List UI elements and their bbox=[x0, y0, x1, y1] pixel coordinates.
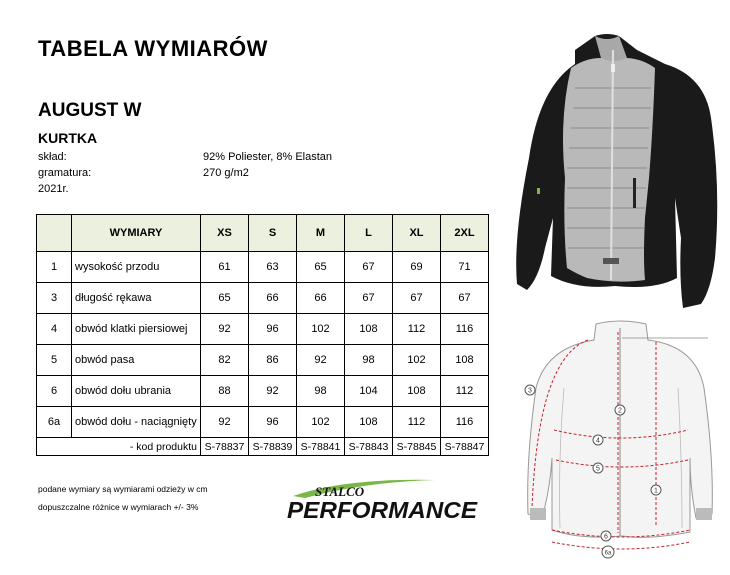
spec-label-year: 2021r. bbox=[38, 183, 69, 195]
spec-value-weight: 270 g/m2 bbox=[203, 167, 249, 179]
row-value: 66 bbox=[297, 283, 345, 314]
row-value: 112 bbox=[393, 407, 441, 438]
row-value: 116 bbox=[441, 407, 489, 438]
row-value: 102 bbox=[297, 407, 345, 438]
measure-line-6a bbox=[552, 542, 690, 549]
row-value: 82 bbox=[201, 345, 249, 376]
product-code: S-78847 bbox=[441, 438, 489, 456]
diagram-left-cuff bbox=[530, 508, 546, 520]
size-table bbox=[36, 214, 489, 456]
row-name: wysokość przodu bbox=[72, 252, 201, 283]
marker-3: 3 bbox=[528, 387, 532, 395]
row-value: 92 bbox=[201, 407, 249, 438]
row-num: 5 bbox=[37, 345, 72, 376]
row-value: 96 bbox=[249, 314, 297, 345]
table-row bbox=[37, 376, 489, 407]
header-measurements: WYMIARY bbox=[72, 215, 201, 252]
marker-2: 2 bbox=[618, 407, 622, 415]
row-value: 67 bbox=[441, 283, 489, 314]
product-code: S-78839 bbox=[249, 438, 297, 456]
row-value: 96 bbox=[249, 407, 297, 438]
row-num: 4 bbox=[37, 314, 72, 345]
row-value: 86 bbox=[249, 345, 297, 376]
header-size: XL bbox=[393, 215, 441, 252]
spec-label-weight: gramatura: bbox=[38, 167, 92, 179]
page-title: TABELA WYMIARÓW bbox=[38, 36, 268, 61]
row-value: 65 bbox=[297, 252, 345, 283]
note-units: podane wymiary są wymiarami odzieży w cm bbox=[38, 484, 208, 494]
header-size: 2XL bbox=[441, 215, 489, 252]
row-value: 92 bbox=[249, 376, 297, 407]
row-value: 116 bbox=[441, 314, 489, 345]
row-value: 63 bbox=[249, 252, 297, 283]
row-name: obwód dołu - naciągnięty bbox=[72, 407, 201, 438]
header-size: XS bbox=[201, 215, 249, 252]
product-code: S-78845 bbox=[393, 438, 441, 456]
row-value: 67 bbox=[345, 283, 393, 314]
spec-label-composition: skład: bbox=[38, 151, 67, 163]
row-name: obwód pasa bbox=[72, 345, 201, 376]
marker-5: 5 bbox=[596, 465, 600, 473]
row-value: 104 bbox=[345, 376, 393, 407]
table-header-row bbox=[37, 215, 489, 252]
product-code-label: - kod produktu bbox=[37, 438, 201, 456]
logo-performance-text: PERFORMANCE bbox=[287, 497, 478, 523]
marker-1: 1 bbox=[654, 487, 658, 495]
product-name: AUGUST W bbox=[38, 100, 142, 121]
diagram-right-cuff bbox=[696, 508, 712, 520]
row-value: 112 bbox=[441, 376, 489, 407]
row-value: 66 bbox=[249, 283, 297, 314]
row-value: 71 bbox=[441, 252, 489, 283]
jacket-label-patch bbox=[603, 258, 619, 264]
table-row bbox=[37, 283, 489, 314]
row-value: 102 bbox=[393, 345, 441, 376]
row-value: 112 bbox=[393, 314, 441, 345]
row-value: 61 bbox=[201, 252, 249, 283]
brand-logo bbox=[285, 476, 480, 524]
product-code: S-78837 bbox=[201, 438, 249, 456]
header-size: L bbox=[345, 215, 393, 252]
row-num: 6 bbox=[37, 376, 72, 407]
row-value: 88 bbox=[201, 376, 249, 407]
row-value: 67 bbox=[393, 283, 441, 314]
header-num bbox=[37, 215, 72, 252]
product-code: S-78841 bbox=[297, 438, 345, 456]
row-value: 108 bbox=[393, 376, 441, 407]
table-row bbox=[37, 252, 489, 283]
jacket-photo bbox=[515, 28, 727, 318]
row-value: 65 bbox=[201, 283, 249, 314]
logo-stalco-text: STALCO bbox=[315, 484, 365, 499]
spec-value-composition: 92% Poliester, 8% Elastan bbox=[203, 151, 333, 163]
row-value: 108 bbox=[345, 314, 393, 345]
header-size: M bbox=[297, 215, 345, 252]
row-value: 69 bbox=[393, 252, 441, 283]
row-num: 3 bbox=[37, 283, 72, 314]
marker-6: 6 bbox=[604, 533, 608, 541]
table-row bbox=[37, 345, 489, 376]
table-row bbox=[37, 314, 489, 345]
row-name: obwód dołu ubrania bbox=[72, 376, 201, 407]
product-code: S-78843 bbox=[345, 438, 393, 456]
row-value: 92 bbox=[297, 345, 345, 376]
row-value: 102 bbox=[297, 314, 345, 345]
row-value: 92 bbox=[201, 314, 249, 345]
row-value: 98 bbox=[345, 345, 393, 376]
marker-6a: 6a bbox=[604, 550, 612, 557]
jacket-green-accent bbox=[537, 188, 540, 194]
row-num: 1 bbox=[37, 252, 72, 283]
jacket-pocket-zip bbox=[633, 178, 636, 208]
row-value: 98 bbox=[297, 376, 345, 407]
row-value: 67 bbox=[345, 252, 393, 283]
product-category: KURTKA bbox=[38, 130, 98, 146]
header-size: S bbox=[249, 215, 297, 252]
table-row bbox=[37, 407, 489, 438]
row-name: obwód klatki piersiowej bbox=[72, 314, 201, 345]
row-name: długość rękawa bbox=[72, 283, 201, 314]
marker-4: 4 bbox=[596, 437, 600, 445]
measurement-diagram bbox=[518, 318, 726, 572]
note-tolerance: dopuszczalne różnice w wymiarach +/- 3% bbox=[38, 502, 199, 512]
row-value: 108 bbox=[441, 345, 489, 376]
row-value: 108 bbox=[345, 407, 393, 438]
product-code-row bbox=[37, 438, 489, 456]
row-num: 6a bbox=[37, 407, 72, 438]
jacket-zip-pull bbox=[611, 64, 615, 72]
